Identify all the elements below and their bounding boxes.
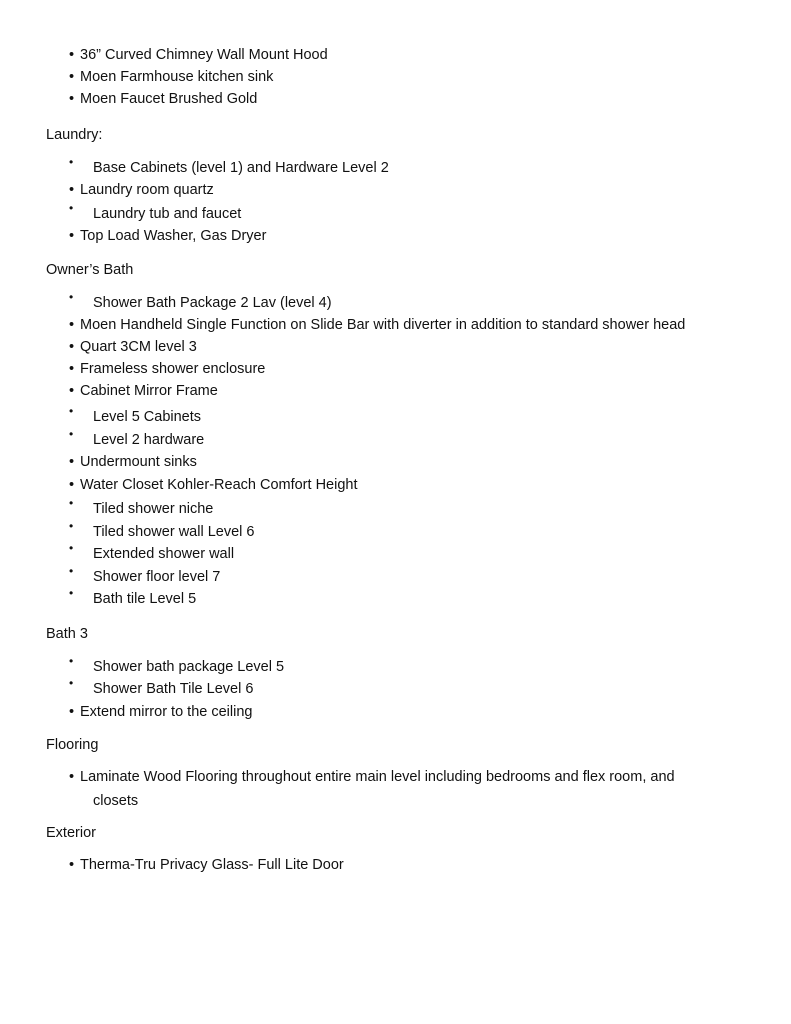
bullet: • bbox=[69, 290, 74, 304]
section-heading-bath-3: Bath 3 bbox=[46, 626, 88, 642]
list-item bbox=[69, 180, 214, 200]
list-item bbox=[69, 475, 357, 495]
list-item-text: Level 2 hardware bbox=[93, 432, 205, 448]
bullet: • bbox=[69, 586, 74, 600]
list-item-text: Laundry room quartz bbox=[80, 182, 214, 198]
list-item-text: Cabinet Mirror Frame bbox=[80, 383, 218, 399]
bullet: • bbox=[69, 676, 74, 690]
list-item-text: Base Cabinets (level 1) and Hardware Level 2 bbox=[93, 160, 389, 176]
list-item-text: Tiled shower wall Level 6 bbox=[93, 524, 255, 540]
list-item-text: Level 5 Cabinets bbox=[93, 409, 202, 425]
list-item-text-continuation: closets bbox=[93, 793, 139, 809]
bullet: • bbox=[69, 69, 75, 85]
list-item-text: Extended shower wall bbox=[93, 546, 235, 562]
bullet: • bbox=[69, 47, 75, 63]
bullet: • bbox=[69, 564, 74, 578]
list-item bbox=[69, 315, 685, 335]
bullet: • bbox=[69, 228, 75, 244]
list-item-text: Shower bath package Level 5 bbox=[93, 659, 285, 675]
bullet: • bbox=[69, 182, 75, 198]
list-item-text: Moen Faucet Brushed Gold bbox=[80, 91, 258, 107]
bullet: • bbox=[69, 427, 74, 441]
list-item bbox=[69, 67, 273, 87]
bullet: • bbox=[69, 704, 75, 720]
section-heading-exterior: Exterior bbox=[46, 825, 96, 841]
list-item-text: Moen Handheld Single Function on Slide Bar with diverter in addition to standard shower head bbox=[80, 317, 686, 333]
list-item-text: 36” Curved Chimney Wall Mount Hood bbox=[80, 47, 328, 63]
list-item-text: Shower Bath Package 2 Lav (level 4) bbox=[93, 295, 332, 311]
list-item bbox=[69, 452, 197, 472]
bullet: • bbox=[69, 383, 75, 399]
list-item-text: Frameless shower enclosure bbox=[80, 361, 266, 377]
list-item-text: Tiled shower niche bbox=[93, 501, 214, 517]
bullet: • bbox=[69, 155, 74, 169]
list-item-text: Therma-Tru Privacy Glass- Full Lite Door bbox=[80, 857, 344, 873]
bullet: • bbox=[69, 654, 74, 668]
bullet: • bbox=[69, 541, 74, 555]
list-item-text: Water Closet Kohler-Reach Comfort Height bbox=[80, 477, 358, 493]
list-item bbox=[69, 381, 218, 401]
list-item bbox=[69, 702, 252, 722]
bullet: • bbox=[69, 769, 75, 785]
list-item-text: Undermount sinks bbox=[80, 454, 197, 470]
list-item bbox=[69, 359, 265, 379]
section-heading-owners-bath: Owner’s Bath bbox=[46, 262, 134, 278]
list-item bbox=[69, 226, 266, 246]
bullet: • bbox=[69, 317, 75, 333]
list-item bbox=[69, 767, 719, 811]
bullet: • bbox=[69, 857, 75, 873]
list-item bbox=[69, 45, 328, 65]
bullet: • bbox=[69, 404, 74, 418]
list-item bbox=[69, 337, 197, 357]
list-item bbox=[69, 89, 257, 109]
list-item bbox=[69, 855, 344, 875]
list-item-text: Laundry tub and faucet bbox=[93, 206, 242, 222]
section-heading-laundry: Laundry: bbox=[46, 127, 103, 143]
list-item-text: Shower floor level 7 bbox=[93, 569, 221, 585]
list-item-text: Laminate Wood Flooring throughout entire main level including bedrooms and flex room, and bbox=[80, 769, 675, 785]
bullet: • bbox=[69, 91, 75, 107]
list-item-text: Extend mirror to the ceiling bbox=[80, 704, 253, 720]
list-item-text: Moen Farmhouse kitchen sink bbox=[80, 69, 274, 85]
bullet: • bbox=[69, 477, 75, 493]
list-item-text: Quart 3CM level 3 bbox=[80, 339, 197, 355]
list-item-text: Bath tile Level 5 bbox=[93, 591, 197, 607]
bullet: • bbox=[69, 201, 74, 215]
bullet: • bbox=[69, 519, 74, 533]
list-item-text: Shower Bath Tile Level 6 bbox=[93, 681, 254, 697]
bullet: • bbox=[69, 361, 75, 377]
bullet: • bbox=[69, 339, 75, 355]
bullet: • bbox=[69, 454, 75, 470]
list-item-text: Top Load Washer, Gas Dryer bbox=[80, 228, 267, 244]
bullet: • bbox=[69, 496, 74, 510]
section-heading-flooring: Flooring bbox=[46, 737, 99, 753]
